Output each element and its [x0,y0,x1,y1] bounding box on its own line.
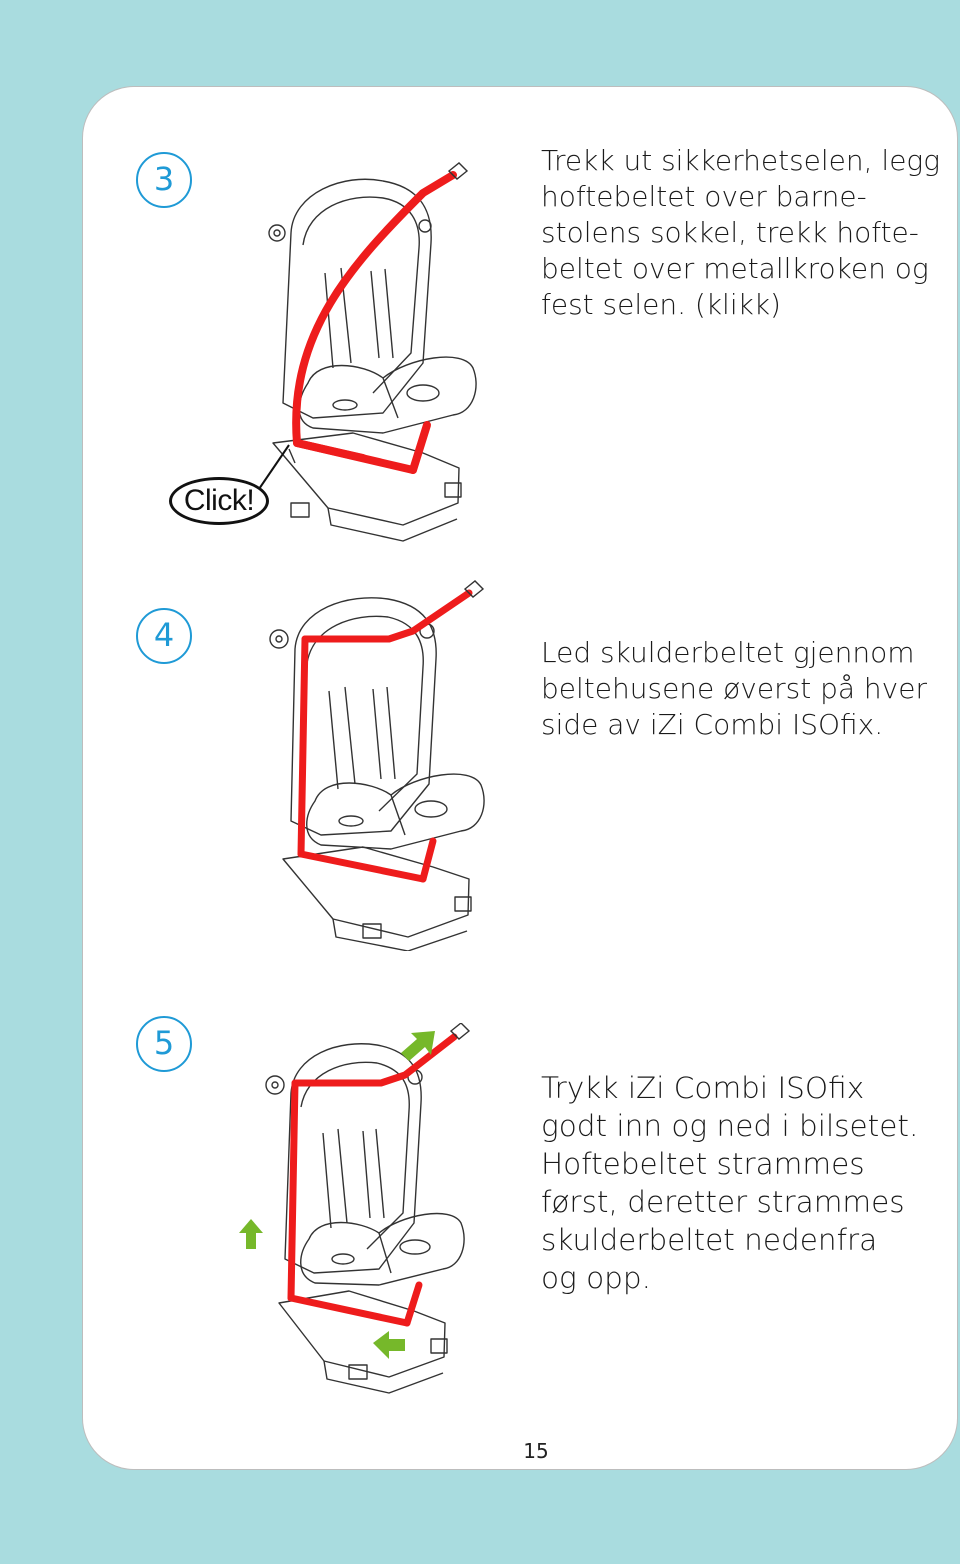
click-callout [169,477,269,525]
instruction-page [82,86,958,1470]
arrow-up-icon [239,1219,263,1249]
step-4-text: Led skulderbeltet gjennom beltehusene øverst på hver side av iZi Combi ISOfix. [541,636,927,741]
step-5-text: Trykk iZi Combi ISOfix godt inn og ned i bilsetet. Hoftebeltet strammes først, deretter strammes skulderbeltet nedenfra og opp. [541,1071,919,1295]
step-number-4: 4 [136,608,192,664]
step-3-text: Trekk ut sikkerhetselen, legg hoftebeltet over barne- stolens sokkel, trekk hofte- beltet over metallkroken og fest selen. (klikk) [541,144,941,321]
car-seat-illustration-step-5 [239,1023,479,1395]
click-label: Click! [183,484,255,517]
arrow-left-icon [373,1331,405,1359]
step-number-5: 5 [136,1016,192,1072]
step-number-3: 3 [136,152,192,208]
page-number: 15 [523,1439,549,1463]
car-seat-illustration-step-4 [243,579,503,951]
